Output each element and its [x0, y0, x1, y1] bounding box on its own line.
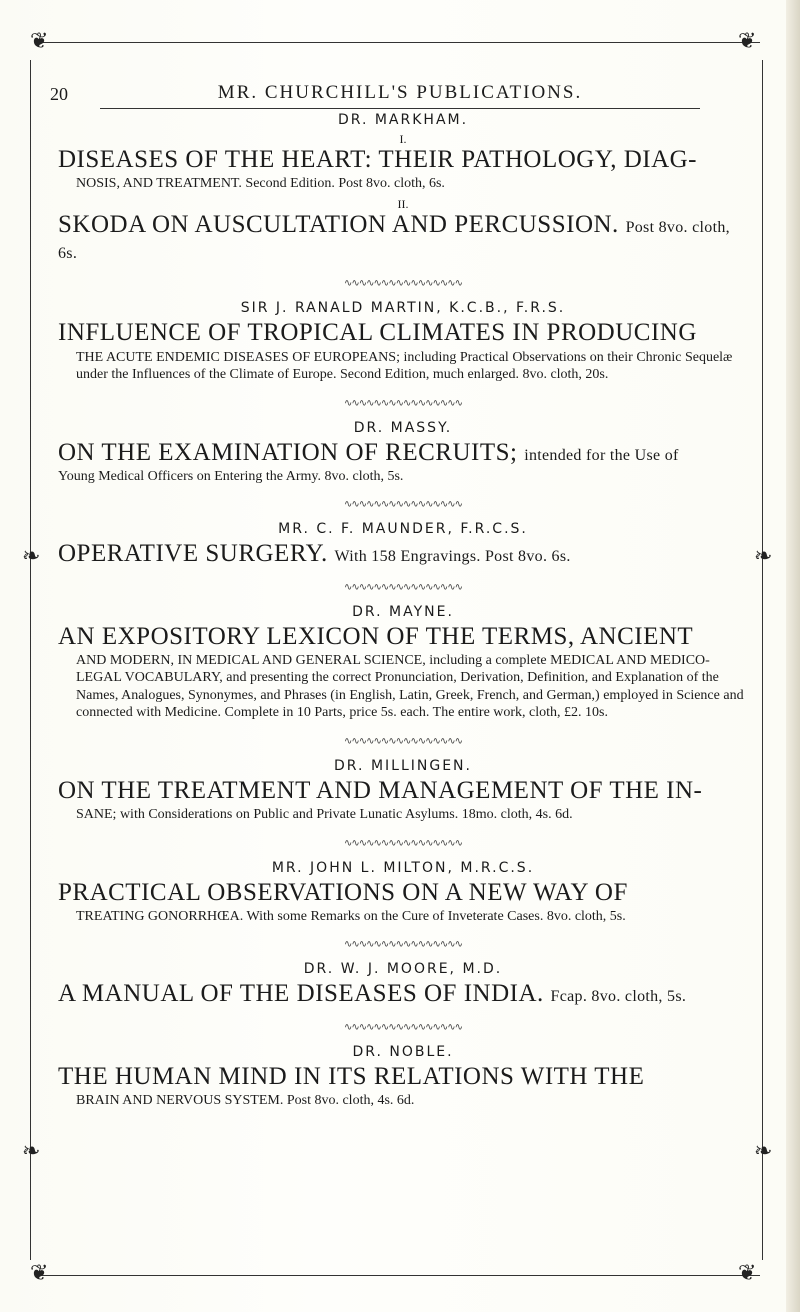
side-ornament-icon: ❧ — [754, 1138, 773, 1163]
author-name: DR. W. J. MOORE, M.D. — [303, 961, 503, 978]
corner-ornament-icon: ❦ — [30, 1260, 49, 1285]
book-title-main: OPERATIVE SURGERY. — [58, 540, 328, 568]
corner-ornament-icon: ❦ — [738, 28, 757, 53]
right-border-rule — [762, 60, 763, 1260]
catalogue-entry — [58, 604, 748, 722]
book-title-rest: intended for the Use of — [524, 446, 679, 464]
book-title — [58, 440, 748, 466]
book-description: SANE; with Considerations on Public and Private Lunatic Asylums. 18mo. cloth, 4s. 6d. — [76, 807, 573, 822]
catalogue-content — [58, 110, 748, 1111]
separator-ornament: ∿∿∿∿∿∿∿∿∿∿∿∿∿∿∿∿ — [343, 278, 463, 290]
separator-ornament: ∿∿∿∿∿∿∿∿∿∿∿∿∿∿∿∿ — [343, 397, 463, 409]
catalogue-entry — [58, 758, 748, 824]
book-description: Young Medical Officers on Entering the Army. 8vo. cloth, 5s. — [58, 468, 404, 484]
catalogue-entry — [58, 961, 748, 1007]
book-title: DISEASES OF THE HEART: THEIR PATHOLOGY, DIAG- — [58, 146, 698, 173]
entry-numeral: I. — [399, 132, 407, 146]
corner-ornament-icon: ❦ — [738, 1260, 757, 1285]
author-name: DR. NOBLE. — [352, 1043, 454, 1060]
book-title-main: SKODA ON AUSCULTATION AND PERCUSSION. — [58, 210, 619, 238]
book-description: BRAIN AND NERVOUS SYSTEM. Post 8vo. cloth, 4s. 6d. — [76, 1092, 415, 1108]
book-description: TREATING GONORRHŒA. With some Remarks on the Cure of Inveterate Cases. 8vo. cloth, 5s. — [76, 908, 626, 924]
book-title-main: A MANUAL OF THE DISEASES OF INDIA. — [58, 980, 544, 1008]
bottom-border-rule — [40, 1275, 760, 1276]
book-description: THE ACUTE ENDEMIC DISEASES OF EUROPEANS; including Practical Observations on their Chronic Sequelæ under the Influences of the Climate of Europe. Second Edition, much enlarged. 8vo. cloth, 20s. — [76, 349, 733, 382]
author-name: DR. MASSY. — [353, 419, 453, 436]
catalogue-entry — [58, 112, 748, 264]
book-description: AND MODERN, IN MEDICAL AND GENERAL SCIENCE, including a complete MEDICAL AND MEDICO-LEGAL VOCABULARY, and presenting the correct Pronunciation, Derivation, Definition, and Explanation of the Names, Analogues, Synonymes, and Phrases (in English, Latin, Greek, French, and German,) employed in Science and connected with Medicine. Complete in 10 Parts, price 5s. each. The entire work, cloth, £2. 10s. — [76, 652, 744, 721]
catalogue-entry — [58, 300, 748, 383]
book-title: ON THE TREATMENT AND MANAGEMENT OF THE IN- — [58, 776, 703, 804]
side-ornament-icon: ❧ — [754, 543, 773, 568]
side-ornament-icon: ❧ — [22, 1138, 41, 1163]
side-ornament-icon: ❧ — [22, 543, 41, 568]
book-title-rest: Fcap. 8vo. cloth, 5s. — [550, 988, 687, 1006]
catalogue-entry — [58, 860, 748, 926]
page-edge-shadow — [786, 0, 800, 1312]
book-title-rest: Post 8vo. cloth, 6s. — [58, 218, 730, 262]
book-title-main: ON THE EXAMINATION OF RECRUITS; — [58, 438, 518, 466]
author-name: DR. MARKHAM. — [337, 112, 469, 128]
book-description: NOSIS, AND TREATMENT. Second Edition. Post 8vo. cloth, 6s. — [76, 176, 445, 192]
separator-ornament: ∿∿∿∿∿∿∿∿∿∿∿∿∿∿∿∿ — [343, 939, 463, 951]
book-title-rest: With 158 Engravings. Post 8vo. 6s. — [334, 548, 571, 566]
entry-numeral: II. — [397, 196, 409, 211]
left-border-rule — [30, 60, 31, 1260]
book-title: INFLUENCE OF TROPICAL CLIMATES IN PRODUCING — [58, 319, 697, 347]
book-title — [58, 981, 748, 1007]
book-title — [58, 212, 748, 265]
author-name: SIR J. RANALD MARTIN, K.C.B., F.R.S. — [240, 300, 566, 317]
corner-ornament-icon: ❦ — [30, 28, 49, 53]
author-name: MR. C. F. MAUNDER, F.R.C.S. — [278, 521, 528, 538]
separator-ornament: ∿∿∿∿∿∿∿∿∿∿∿∿∿∿∿∿ — [343, 1021, 463, 1033]
catalogue-entry — [58, 420, 748, 486]
book-title — [58, 541, 748, 567]
catalogue-entry — [58, 1044, 748, 1110]
separator-ornament: ∿∿∿∿∿∿∿∿∿∿∿∿∿∿∿∿ — [343, 735, 463, 747]
header-rule — [100, 108, 700, 109]
author-name: DR. MAYNE. — [352, 603, 454, 620]
separator-ornament: ∿∿∿∿∿∿∿∿∿∿∿∿∿∿∿∿ — [343, 581, 463, 593]
author-name: MR. JOHN L. MILTON, M.R.C.S. — [271, 859, 535, 876]
top-border-rule — [40, 42, 760, 43]
catalogue-entry — [58, 521, 748, 567]
author-name: DR. MILLINGEN. — [334, 757, 472, 774]
page-number: 20 — [50, 84, 68, 104]
book-title: AN EXPOSITORY LEXICON OF THE TERMS, ANCIENT — [58, 622, 694, 650]
book-title: PRACTICAL OBSERVATIONS ON A NEW WAY OF — [58, 878, 628, 906]
running-title: MR. CHURCHILL'S PUBLICATIONS. — [217, 82, 583, 103]
book-title: THE HUMAN MIND IN ITS RELATIONS WITH THE — [58, 1062, 645, 1090]
separator-ornament: ∿∿∿∿∿∿∿∿∿∿∿∿∿∿∿∿ — [343, 837, 463, 849]
separator-ornament: ∿∿∿∿∿∿∿∿∿∿∿∿∿∿∿∿ — [343, 499, 463, 511]
